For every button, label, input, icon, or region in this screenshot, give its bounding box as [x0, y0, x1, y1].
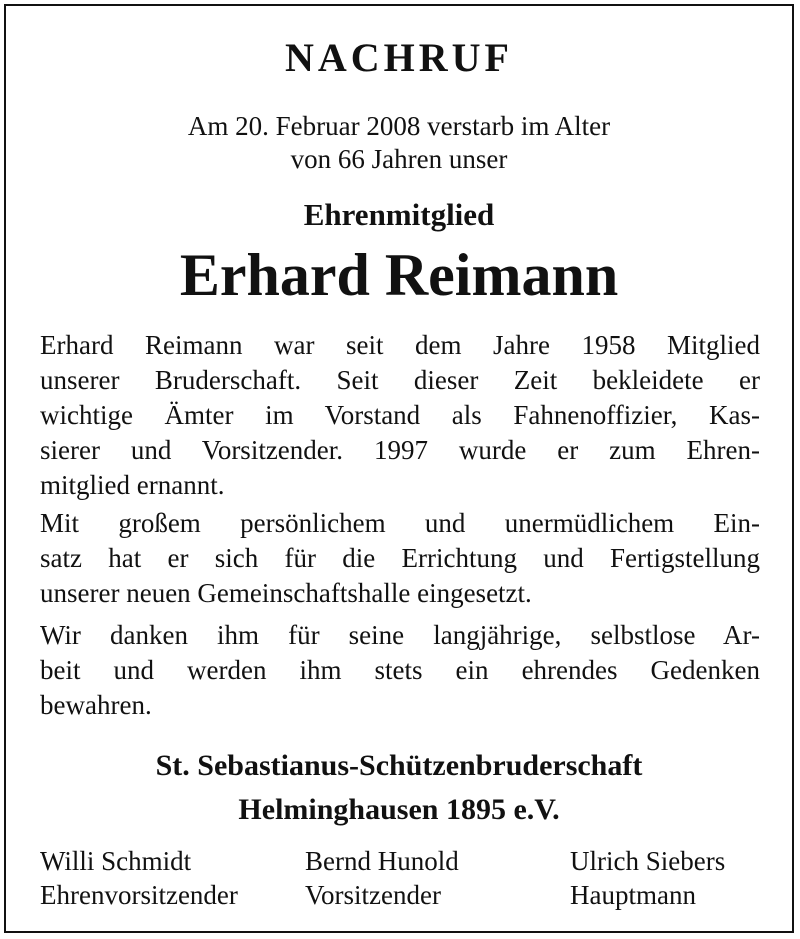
- paragraph-line: wichtige Ämter im Vorstand als Fahnenoffizier, Kas-: [40, 400, 760, 430]
- notice-title: NACHRUF: [285, 35, 513, 80]
- intro-line: von 66 Jahren unser: [290, 144, 508, 174]
- intro-line: Am 20. Februar 2008 verstarb im Alter: [187, 111, 611, 141]
- paragraph-line: beit und werden ihm stets ein ehrendes Gedenken: [40, 655, 760, 685]
- paragraph-thanks: [40, 618, 760, 723]
- paragraph-line: bewahren.: [40, 690, 152, 720]
- paragraph-line: unserer Bruderschaft. Seit dieser Zeit bekleidete er: [40, 365, 760, 395]
- paragraph-line: unserer neuen Gemeinschaftshalle eingesetzt.: [40, 578, 532, 608]
- obituary-notice: [4, 4, 794, 933]
- signatory: [570, 844, 725, 912]
- signatory: [40, 844, 238, 912]
- signatory-role: Vorsitzender: [305, 880, 441, 910]
- paragraph-line: sierer und Vorsitzender. 1997 wurde er zum Ehren-: [40, 435, 760, 465]
- paragraph-line: Mit großem persönlichem und unermüdlichem Ein-: [40, 508, 760, 538]
- organization-name: [6, 744, 792, 832]
- deceased-name: Erhard Reimann: [179, 242, 619, 308]
- signatory-name: Ulrich Siebers: [570, 846, 726, 876]
- organization-line: St. Sebastianus-Schützenbruderschaft: [155, 749, 643, 782]
- signatory-name: Bernd Hunold: [305, 846, 459, 876]
- honor-title: Ehrenmitglied: [303, 197, 495, 232]
- signatory-role: Ehrenvorsitzender: [40, 880, 238, 910]
- paragraph-membership: [40, 328, 760, 503]
- signatory-name: Willi Schmidt: [40, 846, 192, 876]
- paragraph-line: mitglied ernannt.: [40, 470, 225, 500]
- organization-line: Helminghausen 1895 e.V.: [238, 793, 560, 826]
- signatory: [305, 844, 459, 912]
- signatory-role: Hauptmann: [570, 880, 696, 910]
- intro-text: [6, 110, 792, 176]
- paragraph-engagement: [40, 506, 760, 611]
- paragraph-line: Wir danken ihm für seine langjährige, selbstlose Ar-: [40, 620, 760, 650]
- paragraph-line: Erhard Reimann war seit dem Jahre 1958 Mitglied: [40, 330, 760, 360]
- paragraph-line: satz hat er sich für die Errichtung und Fertigstellung: [40, 543, 760, 573]
